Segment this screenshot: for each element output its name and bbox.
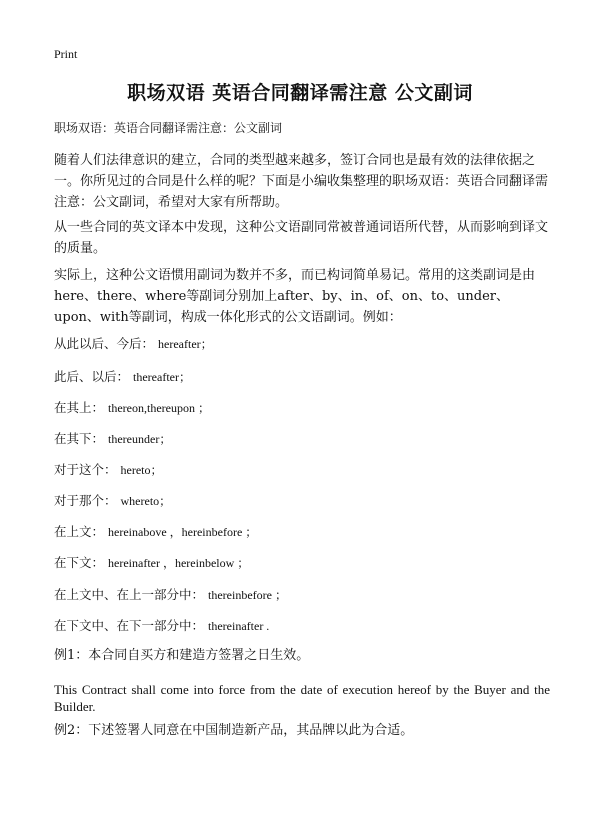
item-en: hereto； <box>120 463 163 477</box>
item-cn: 在上文中、在上一部分中： <box>54 587 205 602</box>
item-cn: 从此以后、今后： <box>54 336 155 351</box>
example-1-cn: 例1：本合同自买方和建造方签署之日生效。 <box>54 648 310 663</box>
item-en: thereafter； <box>133 370 191 384</box>
item-cn: 在下文： <box>54 555 105 570</box>
list-item <box>54 460 163 478</box>
item-en: whereto； <box>120 494 172 508</box>
paragraph-3: 实际上，这种公文语惯用副词为数并不多，而已构词简单易记。常用的这类副词是由here、there、where等副词分别加上after、by、in、of、on、to、under、upon、with等副词，构成一体化形式的公文语副词。例如： <box>54 268 536 325</box>
item-en: thereinafter . <box>208 619 270 633</box>
item-en: thereon,thereupon ； <box>108 401 210 415</box>
item-cn: 在其上： <box>54 400 105 415</box>
item-en: thereunder； <box>108 432 172 446</box>
item-cn: 在其下： <box>54 431 105 446</box>
list-item <box>54 429 171 447</box>
list-item <box>54 553 249 571</box>
intro-paragraph: 随着人们法律意识的建立，合同的类型越来越多，签订合同也是最有效的法律依据之一。你所见过的合同是什么样的呢？下面是小编收集整理的职场双语：英语合同翻译需注意：公文副词，希望对大家有所帮助。 <box>54 153 549 210</box>
item-en: thereinbefore ； <box>208 588 287 602</box>
example-2-cn: 例2：下述签署人同意在中国制造新产品，其品牌以此为合适。 <box>54 723 414 738</box>
item-cn: 对于那个： <box>54 493 117 508</box>
item-cn: 对于这个： <box>54 462 117 477</box>
list-item <box>54 616 269 634</box>
item-en: hereinabove ，hereinbefore ； <box>108 525 258 539</box>
list-item <box>54 491 171 509</box>
item-cn: 在下文中、在下一部分中： <box>54 618 205 633</box>
list-item <box>54 522 257 540</box>
list-item <box>54 334 213 352</box>
subtitle: 职场双语：英语合同翻译需注意：公文副词 <box>54 121 283 135</box>
item-cn: 在上文： <box>54 524 105 539</box>
list-item <box>54 398 210 416</box>
item-en: hereafter； <box>158 337 213 351</box>
item-cn: 此后、以后： <box>54 369 130 384</box>
item-en: hereinafter ，hereinbelow ； <box>108 556 250 570</box>
list-item <box>54 585 287 603</box>
paragraph-2: 从一些合同的英文译本中发现，这种公文语副同常被普通词语所代替，从而影响到译文的质量。 <box>54 220 549 256</box>
list-item <box>54 367 191 385</box>
example-1-en: This Contract shall come into force from the date of execution hereof by the Buyer and the Builder. <box>54 682 550 714</box>
print-link[interactable]: Print <box>54 47 78 61</box>
page-title: 职场双语 英语合同翻译需注意 公文副词 <box>127 82 473 104</box>
